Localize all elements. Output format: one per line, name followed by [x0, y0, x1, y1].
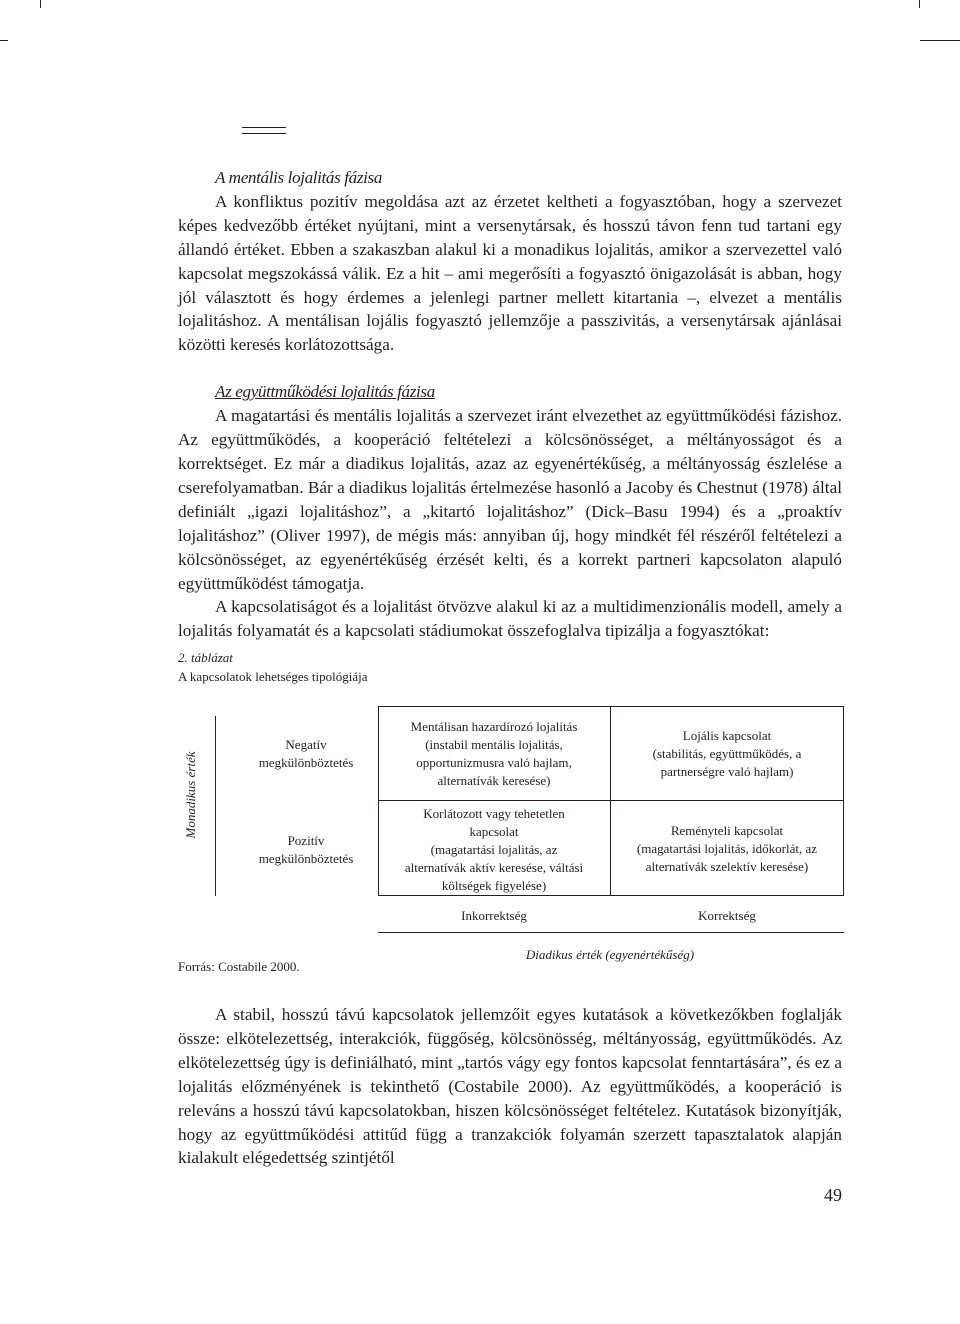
section-heading-mental: A mentális lojalitás fázisa — [215, 168, 382, 187]
grid-divider-h — [378, 800, 844, 801]
x-axis-line — [378, 932, 844, 933]
col-label-correctness: Korrektség — [698, 908, 756, 923]
paragraph-cooperation-1: A magatartási és mentális lojalitás a szervezet iránt elvezethet az együttműködési fázishoz. Az együttműködés, a kooperáció feltételezi a kölcsönösséget, a méltányosságot és a korrektséget. Ez már a diadikus lojalitás, azaz az egyenértékűség, a méltányosság észlelése a cserefolyamatban. Bár a diadikus lojalitás értelmezése hasonló a Jacoby és Chestnut (1978) által definiált „igazi lojalitáshoz”, a „kitartó lojalitáshoz” (Dick–Basu 1994) és a „proaktív lojalitáshoz” (Oliver 1997), de mégis más: annyiban új, hogy mindkét fél részéről feltételezi a kölcsönösséget, az egyenértékűség érzését kelti, és a korrekt partneri kapcsolaton alapuló együttműködést támogatja. — [178, 406, 842, 593]
table-label: 2. táblázat — [178, 650, 233, 665]
grid-divider-v — [610, 706, 611, 896]
crop-mark-tr — [920, 40, 960, 41]
paragraph-mental: A konfliktus pozitív megoldása azt az érzetet keltheti a fogyasztóban, hogy a szervezet képes kedvezőbb értéket nyújtani, mint a versenytársak, és hosszú távon fenn tud tartani egy állandó értéket. Ebben a szakaszban alakul ki a monadikus lojalitás, amikor a szervezettel való kapcsolat megszokássá válik. Ez a hit – ami megerősíti a fogyasztó önigazolását is abban, hogy jól választott és hogy érdemes a jelenlegi partner mellett kitartania –, elvezet a mentális lojalitáshoz. A mentálisan lojális fogyasztó jellemzője a passzivitás, a versenytársak ajánlásai közötti keresés korlátozottsága. — [178, 191, 842, 355]
cell-hopeful-relationship: Reményteli kapcsolat (magatartási lojalitás, időkorlát, az alternatívák szelektív keresése) — [636, 823, 818, 874]
paragraph-closing: A stabil, hosszú távú kapcsolatok jellemzőit egyes kutatások a következőkben foglalják össze: elkötelezettség, interakciók, függőség, kölcsönösség, méltányosság, együttműködés. Az elkötelezettség úgy is definiálható, mint „tartós vágy egy fontos kapcsolat fenntartására”, és ez a lojalitás előzményének is tekinthető (Costabile 2000). Az együttműködés, a kooperáció is releváns a hosszú távú kapcsolatokban, hiszen kölcsönösséget feltételez. Kutatások bizonyítják, hogy az együttműködési attitűd függ a tranzakciók folyamán szerzett tapasztalatok alapján kialakult elégedettség szintjétől — [178, 1005, 842, 1168]
cell-limited-relationship: Korlátozott vagy tehetetlen kapcsolat (magatartási lojalitás, az alternatívák aktív keresése, váltási költségek figyelése) — [404, 806, 584, 893]
crop-mark-tr-v — [919, 0, 920, 8]
cell-loyal-relationship: Lojális kapcsolat (stabilitás, együttműködés, a partnerségre való hajlam) — [652, 728, 802, 779]
paragraph-cooperation-2: A kapcsolatiságot és a lojalitást ötvözve alakul ki az a multidimenzionális modell, amely a lojalitás folyamatát és a kapcsolati stádiumokat összefoglalva tipizálja a fogyasztókat: — [178, 597, 842, 641]
body-text-bottom — [178, 1003, 842, 1170]
x-axis-label: Diadikus érték (egyenértékűség) — [525, 947, 695, 962]
page-number: 49 — [824, 1185, 842, 1205]
body-text-top — [178, 166, 842, 643]
crop-mark-tl — [0, 40, 8, 41]
section-heading-cooperation: Az együttműködési lojalitás fázisa — [215, 382, 435, 402]
table-source: Forrás: Costabile 2000. — [178, 959, 300, 974]
col-label-incorrectness: Inkorrektség — [461, 908, 527, 923]
crop-mark-tl-v — [40, 0, 41, 8]
header-rule — [242, 127, 286, 134]
y-axis-line — [215, 716, 216, 896]
table-title: A kapcsolatok lehetséges tipológiája — [178, 669, 368, 684]
y-axis-label: Monadikus érték — [183, 751, 198, 839]
cell-mental-hazard: Mentálisan hazardírozó lojalitás (instabil mentális lojalitás, opportunizmusra való hajlam, alternatívák keresése) — [410, 719, 578, 788]
row-label-positive: Pozitív megkülönböztetés — [258, 833, 354, 866]
row-label-negative: Negatív megkülönböztetés — [258, 737, 354, 770]
